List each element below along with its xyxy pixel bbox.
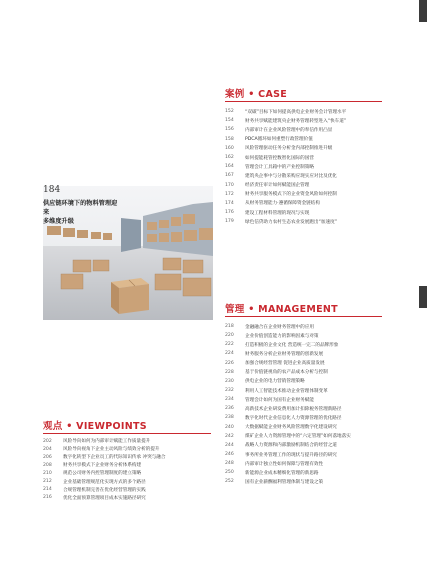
toc-entry xyxy=(43,437,213,445)
toc-entry-title: 数字化转型下企业员工的代际知识传承 冲突与融合 xyxy=(63,455,166,461)
toc-entry-title: 事务所业务管理工作的现状与提升路径的研究 xyxy=(245,452,337,458)
toc-page-number: 160 xyxy=(225,145,234,151)
viewpoints-section-title xyxy=(43,418,147,432)
toc-entry xyxy=(225,171,390,180)
toc-page-number: 214 xyxy=(43,487,52,493)
toc-page-number: 204 xyxy=(43,446,52,452)
feature-title xyxy=(43,199,123,226)
toc-entry xyxy=(225,340,390,349)
toc-entry xyxy=(225,125,390,134)
management-section-label: 管理 • MANAGEMENT xyxy=(225,304,338,315)
toc-page-number: 246 xyxy=(225,452,234,458)
toc-entry-title: 从财务管理能力·遵循保障资金链结构 xyxy=(245,201,320,207)
feature-page-number: 184 xyxy=(43,185,61,195)
toc-entry xyxy=(225,135,390,144)
toc-entry-title: 新能源企业成本精细化管理的新思路 xyxy=(245,470,319,476)
toc-page-number: 179 xyxy=(225,219,234,225)
case-section-rule xyxy=(225,101,382,102)
toc-entry-title: 如何提能耗管控数智化国际的国营 xyxy=(245,155,314,161)
toc-page-number: 230 xyxy=(225,378,234,384)
toc-page-number: 206 xyxy=(43,454,52,460)
toc-entry xyxy=(225,441,390,450)
toc-entry-title: 财务共享模式下企业财务分析体系构建 xyxy=(63,463,142,469)
toc-page-number: 202 xyxy=(43,438,52,444)
toc-entry-title: 优化全面预算管理项目成本实施路径研究 xyxy=(63,495,146,501)
toc-page-number: 170 xyxy=(225,182,234,188)
toc-entry-title: 金融融合在企业财务管理中的应用 xyxy=(245,324,314,330)
toc-entry-title: 绿色信贷助力农村生态农业发展跑出“加速度” xyxy=(245,219,338,225)
toc-entry-title: 内部审计独立性如何保障与管理有效性 xyxy=(245,461,324,467)
toc-page-number: 222 xyxy=(225,342,234,348)
toc-entry-title: 战略人力资源和内部激励机制结合的经营之道 xyxy=(245,443,337,449)
toc-entry xyxy=(43,486,213,494)
toc-entry xyxy=(225,190,390,199)
toc-page-number: 250 xyxy=(225,470,234,476)
toc-page-number: 152 xyxy=(225,109,234,115)
toc-entry xyxy=(225,413,390,422)
toc-entry-title: 企业价值创造能力的影响因素与对策 xyxy=(245,333,319,339)
toc-entry xyxy=(225,468,390,477)
toc-page-number: 224 xyxy=(225,351,234,357)
toc-entry xyxy=(43,469,213,477)
toc-entry-title: 大数据赋能企业财务风险管理数字化建设研究 xyxy=(245,425,337,431)
toc-entry-title: 打造积极的企业文化 营造统一完二的品牌形象 xyxy=(245,342,339,348)
toc-entry xyxy=(225,107,390,116)
toc-entry xyxy=(225,331,390,340)
toc-page-number: 234 xyxy=(225,397,234,403)
toc-entry-title: “双碳”目标下如何提高供电企业财务会计管理水平 xyxy=(245,109,347,115)
viewpoints-section-rule xyxy=(43,433,211,434)
toc-entry xyxy=(225,144,390,153)
toc-entry-title: 内部审计在企业风险管理中的奉信作用凸显 xyxy=(245,127,333,133)
toc-entry-title: 加强合规经营管理 促进企业高质量发展 xyxy=(245,361,325,367)
toc-page-number: 236 xyxy=(225,406,234,412)
toc-entry-title: PDCA循环如何重塑行政管理价值 xyxy=(245,137,313,143)
toc-page-number: 248 xyxy=(225,461,234,467)
toc-entry-title: 高新技术企业研发费用加计扣除税务管理新路径 xyxy=(245,406,342,412)
toc-entry xyxy=(225,359,390,368)
toc-entry xyxy=(225,459,390,468)
toc-page-number: 156 xyxy=(225,127,234,133)
toc-entry xyxy=(225,162,390,171)
toc-entry xyxy=(43,494,213,502)
toc-entry xyxy=(225,349,390,358)
toc-entry xyxy=(43,445,213,453)
toc-page-number: 158 xyxy=(225,136,234,142)
toc-entry-title: 数字化时代企业信息化人力资源管理的优化路径 xyxy=(245,415,342,421)
toc-entry xyxy=(225,395,390,404)
toc-entry xyxy=(225,477,390,486)
toc-page-number: 220 xyxy=(225,333,234,339)
toc-entry xyxy=(225,377,390,386)
toc-entry-title: 供电企业的电力营销管理策略 xyxy=(245,379,305,385)
toc-entry-title: 国有企业薪酬福利管理体制与建设之策 xyxy=(245,479,324,485)
case-section-title xyxy=(225,86,287,100)
toc-entry xyxy=(225,450,390,459)
toc-page-number: 172 xyxy=(225,191,234,197)
toc-entry-title: 管理会计工具箱中的产业控制策略 xyxy=(245,164,314,170)
toc-entry xyxy=(43,461,213,469)
toc-entry-title: 财务共享赋能建筑央企财务管理转型进入“快车道” xyxy=(245,118,347,124)
toc-page-number: 154 xyxy=(225,118,234,124)
toc-page-number: 226 xyxy=(225,360,234,366)
toc-entry xyxy=(225,432,390,441)
toc-entry xyxy=(43,453,213,461)
toc-entry xyxy=(225,208,390,217)
toc-entry-title: 煤矿企业人力资源管理中的“六定管理”如何落地落实 xyxy=(245,434,351,440)
toc-page-number: 174 xyxy=(225,200,234,206)
toc-page-number: 167 xyxy=(225,173,234,179)
toc-entry-title: 利用人工智能技术推动企业管理体制变革 xyxy=(245,388,328,394)
toc-entry-title: 建设工程材料管理的现况与实现 xyxy=(245,210,310,216)
toc-entry xyxy=(225,368,390,377)
toc-page-number: 210 xyxy=(43,470,52,476)
feature-title-line1: 供应链环境下的物料管理迎来 xyxy=(43,200,118,216)
toc-entry xyxy=(225,322,390,331)
toc-entry-title: 经济责任审计如何赋能国企管理 xyxy=(245,183,310,189)
toc-entry-title: 建筑央企事中与分散采购应现实应对比及优化 xyxy=(245,173,337,179)
toc-page-number: 212 xyxy=(43,479,52,485)
toc-entry-title: 管理会计如何为国有企业财务赋能 xyxy=(245,397,314,403)
management-toc-list xyxy=(225,322,390,487)
feature-title-line2: 多维度升级 xyxy=(43,218,74,225)
toc-entry xyxy=(225,116,390,125)
toc-page-number: 232 xyxy=(225,388,234,394)
toc-entry-title: 风险导向视角下企业主动风险与绩效分析的提升 xyxy=(63,447,160,453)
toc-page-number: 208 xyxy=(43,462,52,468)
toc-page-number: 164 xyxy=(225,164,234,170)
toc-entry xyxy=(225,404,390,413)
page-edge-tab xyxy=(419,286,427,308)
toc-entry xyxy=(225,386,390,395)
toc-entry-title: 企业基础管理规范化实现方式的多个路径 xyxy=(63,479,146,485)
toc-entry xyxy=(225,199,390,208)
toc-entry-title: 合规管理机制完善在优化经营管理的实践 xyxy=(63,487,146,493)
toc-page-number: 216 xyxy=(43,495,52,501)
toc-entry-title: 财务共享服务模式下的企业资金风险如何控制 xyxy=(245,192,337,198)
management-section-rule xyxy=(225,316,382,317)
case-section-label: 案例 • CASE xyxy=(225,89,288,100)
toc-entry-title: 基于价值链视角的农产品成本分析与控制 xyxy=(245,370,328,376)
toc-page-number: 240 xyxy=(225,424,234,430)
toc-page-number: 228 xyxy=(225,369,234,375)
toc-page-number: 244 xyxy=(225,442,234,448)
toc-page-number: 176 xyxy=(225,210,234,216)
toc-entry xyxy=(225,423,390,432)
page-edge-tab xyxy=(419,0,427,22)
case-toc-list xyxy=(225,107,390,226)
viewpoints-toc-list xyxy=(43,437,213,502)
toc-entry-title: 风险管理驱动任务分析金内部控制推进升级 xyxy=(245,146,333,152)
toc-page-number: 252 xyxy=(225,479,234,485)
toc-entry xyxy=(225,153,390,162)
toc-entry xyxy=(225,181,390,190)
toc-entry-title: 风险导向如何为内部审计赋能工作质量提升 xyxy=(63,439,151,445)
management-section-title xyxy=(225,301,338,315)
toc-page-number: 218 xyxy=(225,324,234,330)
toc-entry xyxy=(225,217,390,226)
toc-entry xyxy=(43,477,213,485)
toc-entry-title: 规范公司财务内控管理制度的建立策略 xyxy=(63,471,142,477)
toc-entry-title: 财务服务分析企业财务管理的创新发展 xyxy=(245,351,324,357)
toc-page-number: 162 xyxy=(225,155,234,161)
toc-page-number: 242 xyxy=(225,433,234,439)
viewpoints-section-label: 观点 • VIEWPOINTS xyxy=(43,421,147,432)
toc-page-number: 238 xyxy=(225,415,234,421)
